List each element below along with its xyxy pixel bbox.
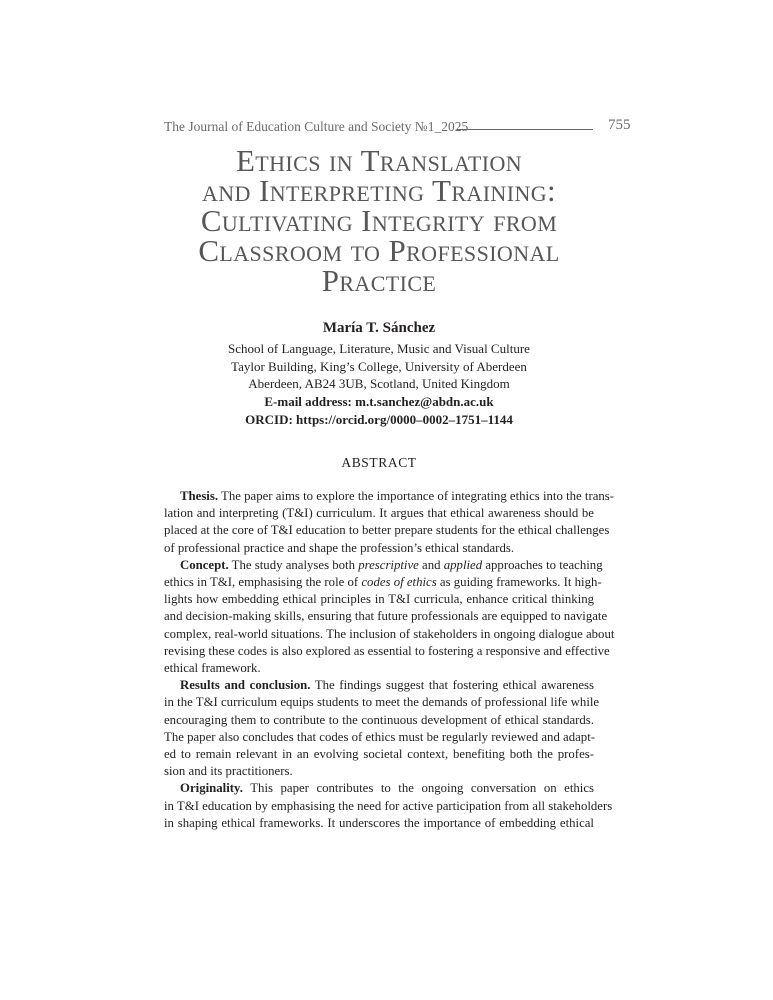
text-line: complex, real-world situations. The inclusion of stakeholders in ongoing dialogue about — [164, 626, 615, 641]
originality-lead: Originality. — [180, 781, 243, 796]
text-line: in the T&I curriculum equips students to meet the demands of professional life while — [164, 695, 600, 710]
text-line — [164, 780, 594, 797]
text-line — [164, 574, 602, 591]
title-line: Classroom to Professional — [198, 233, 560, 268]
results-lead: Results and conclusion. — [180, 678, 311, 693]
text-span: This paper contributes to the ongoing conversation on ethics — [242, 781, 594, 796]
abstract-concept — [164, 557, 615, 677]
emphasis: applied — [443, 557, 483, 572]
affiliation-line: Aberdeen, AB24 3UB, Scotland, United Kingdom — [248, 376, 510, 392]
abstract-results — [164, 677, 600, 780]
text-line: in T&I education by emphasising the need for active participation from all stakeholders — [164, 798, 613, 813]
text-span: as guiding frameworks. It high- — [436, 575, 602, 590]
text-line: and decision-making skills, ensuring that future professionals are equipped to navigate — [164, 609, 608, 624]
author-orcid: ORCID: https://orcid.org/0000–0002–1751–1144 — [245, 411, 513, 427]
emphasis: prescriptive — [358, 557, 419, 572]
text-line: of professional practice and shape the profession’s ethical standards. — [164, 540, 515, 555]
text-line: sion and its practitioners. — [164, 764, 293, 779]
text-line — [164, 677, 594, 694]
text-line: lights how embedding ethical principles in T&I curricula, enhance critical thinking — [164, 592, 594, 607]
abstract-thesis — [164, 488, 615, 557]
affiliation-line: School of Language, Literature, Music and Visual Culture — [228, 340, 530, 356]
emphasis: codes of ethics — [361, 575, 437, 590]
text-span: The study analyses both — [228, 557, 359, 572]
text-span: and — [418, 557, 444, 572]
text-line: placed at the core of T&I education to better prepare students for the ethical challenges — [164, 523, 610, 538]
abstract-body — [164, 488, 615, 832]
thesis-lead: Thesis. — [180, 489, 219, 503]
text-line — [164, 557, 603, 574]
abstract-heading: ABSTRACT — [341, 455, 417, 470]
concept-lead: Concept. — [180, 557, 229, 572]
text-line: revising these codes is also explored as essential to fostering a responsive and effective — [164, 643, 610, 658]
text-line: The paper also concludes that codes of ethics must be regularly reviewed and adapt- — [164, 729, 596, 744]
title-line: Practice — [321, 263, 437, 298]
text-line — [164, 488, 615, 505]
paper-title — [140, 143, 618, 298]
title-line: Cultivating Integrity from — [200, 203, 558, 238]
text-span: ethics in T&I, emphasising the role of — [164, 575, 362, 590]
text-span: approaches to teaching — [482, 557, 603, 572]
text-line: in shaping ethical frameworks. It underscores the importance of embedding ethical — [164, 815, 594, 830]
abstract-originality — [164, 780, 613, 832]
text-span: The paper aims to explore the importance of integrating ethics into the trans- — [218, 489, 615, 503]
text-line: ed to remain relevant in an evolving societal context, benefiting both the profes- — [164, 747, 594, 762]
author-block — [164, 320, 594, 429]
text-line: ethical framework. — [164, 661, 261, 676]
running-header — [164, 119, 634, 139]
author-name: María T. Sánchez — [322, 320, 436, 336]
title-line: and Interpreting Training: — [201, 173, 557, 208]
text-line: lation and interpreting (T&I) curriculum. It argues that ethical awareness should be — [164, 506, 594, 521]
text-line: encouraging them to contribute to the continuous development of ethical standards. — [164, 712, 594, 727]
title-line: Ethics in Translation — [235, 143, 523, 178]
header-rule — [457, 129, 593, 130]
affiliation-line: Taylor Building, King’s College, University of Aberdeen — [231, 358, 527, 374]
text-span: The findings suggest that fostering ethical awareness — [310, 678, 594, 693]
page-number: 755 — [608, 117, 631, 133]
author-email: E-mail address: m.t.sanchez@abdn.ac.uk — [264, 394, 494, 410]
journal-name: The Journal of Education Culture and Society №1_2025 — [164, 119, 469, 134]
